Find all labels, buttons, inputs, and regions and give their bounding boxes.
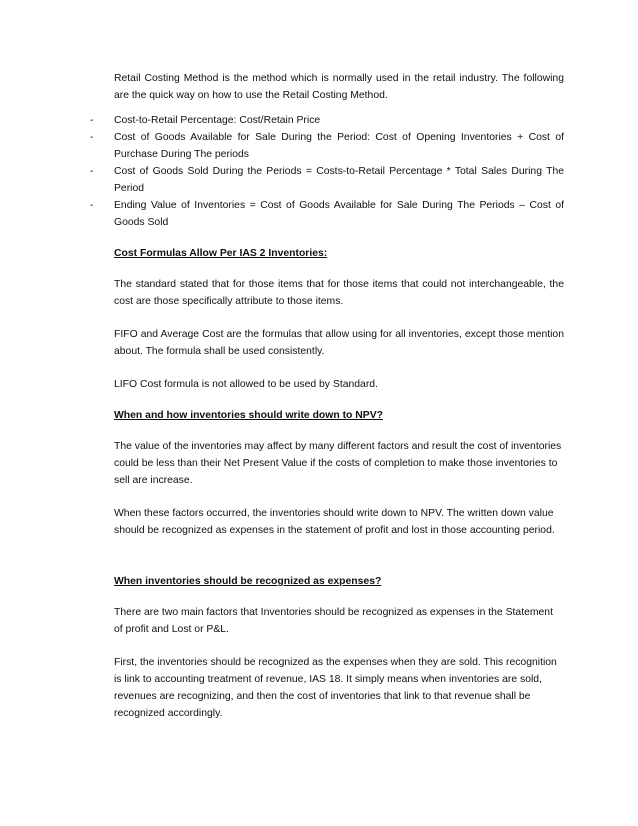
list-item-text: Cost of Goods Sold During the Periods = Costs-to-Retail Percentage * Total Sales During The Period — [114, 166, 564, 194]
list-item — [90, 163, 564, 197]
paragraph: First, the inventories should be recognized as the expenses when they are sold. This recognition is link to accounting treatment of revenue, IAS 18. It simply means when inventories are sold, revenues are recognizing, and then the cost of inventories that link to that revenue shall be recognized accordingly. — [114, 657, 557, 719]
list-item-text: Ending Value of Inventories = Cost of Goods Available for Sale During The Periods – Cost of Goods Sold — [114, 200, 564, 228]
section-heading-write-down: When and how inventories should write down to NPV? — [114, 410, 384, 421]
list-marker: - — [90, 132, 94, 143]
list-item — [90, 129, 564, 163]
list-item-text: Cost of Goods Available for Sale During the Period: Cost of Opening Inventories + Cost of Purchase During The periods — [114, 132, 564, 160]
paragraph: The standard stated that for those items that for those items that could not interchangeable, the cost are those specifically attribute to those items. — [114, 279, 564, 307]
list-marker: - — [90, 200, 94, 211]
paragraph: The value of the inventories may affect by many different factors and result the cost of inventories could be less than their Net Present Value if the costs of completion to make those inventories to sell are increase. — [114, 441, 562, 486]
paragraph: FIFO and Average Cost are the formulas that allow using for all inventories, except those mention about. The formula shall be used consistently. — [114, 329, 564, 357]
list-item — [90, 112, 564, 129]
list-marker: - — [90, 115, 94, 126]
list-marker: - — [90, 166, 94, 177]
paragraph: When these factors occurred, the inventories should write down to NPV. The written down value should be recognized as expenses in the statement of profit and lost in those accounting period. — [114, 508, 555, 536]
paragraph: There are two main factors that Inventories should be recognized as expenses in the Statement of profit and Lost or P&L. — [114, 607, 553, 635]
section-heading-cost-formulas: Cost Formulas Allow Per IAS 2 Inventories: — [114, 248, 328, 259]
list-item — [90, 197, 564, 231]
list-item-text: Cost-to-Retail Percentage: Cost/Retain Price — [114, 115, 321, 126]
section-heading-expenses: When inventories should be recognized as expenses? — [114, 576, 382, 587]
paragraph: LIFO Cost formula is not allowed to be used by Standard. — [114, 379, 378, 390]
retail-method-list — [90, 112, 564, 231]
document-body — [90, 70, 564, 722]
intro-paragraph: Retail Costing Method is the method which is normally used in the retail industry. The following are the quick way on how to use the Retail Costing Method. — [114, 73, 564, 101]
